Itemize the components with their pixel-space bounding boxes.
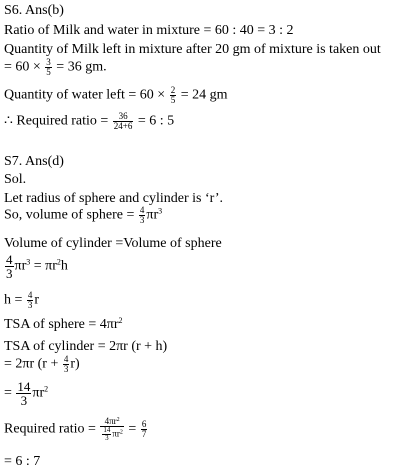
exponent: 3 [26,257,31,267]
s6-milk-left-line: Quantity of Milk left in mixture after 20 gm of mixture is taken out [4,42,381,57]
fraction-denominator: 3 [63,364,69,374]
s7-h-fraction [27,291,34,310]
fraction-denominator: 3 [27,300,33,310]
s6-milk-calc-pre: = 60 × [4,59,41,75]
s7-eq-rhs: = πr [33,258,57,274]
fraction-numerator: 14 [103,426,111,434]
s7-sphere-vol-pre: So, volume of sphere = [4,207,135,223]
s6-milk-calc-post: = 36 gm. [56,59,107,75]
fraction-denominator: 5 [170,95,176,105]
s6-ratio-post: = 6 : 5 [137,113,175,129]
fraction-denominator: 3 [6,266,13,281]
s7-h-pre: h = [4,292,23,308]
fraction-denominator: 5 [46,67,51,77]
s7-ratio-fraction [100,417,124,442]
nested-fraction [102,427,111,442]
exponent: 3 [158,206,163,216]
s7-ratio-eq: = [128,421,137,437]
s7-eq-mid: πr [14,258,27,274]
s7-heading: S7. Ans(d) [4,154,64,169]
fraction-denominator: 3 [20,393,28,408]
s6-water-post: = 24 gm [180,87,228,103]
fraction-numerator: 2 [170,85,176,95]
s7-tsa-cyl-expand-line [4,355,80,374]
s7-sphere-vol-fraction [139,206,146,225]
s7-h-post: r [34,292,40,308]
fraction-numerator: 4 [6,252,13,267]
s6-milk-calc-line [4,58,107,77]
ratio-den-text: πr [112,428,120,439]
fraction-denominator: 3 [105,434,109,442]
s7-sphere-volume-line [4,206,162,225]
s6-ratio-line: Ratio of Milk and water in mixture = 60 : 40 = 3 : 2 [4,23,294,38]
s7-expand-fraction [63,355,70,374]
exponent: 2 [118,316,123,325]
s7-volume-equal-line: Volume of cylinder =Volume of sphere [4,236,222,251]
s6-ratio-fraction [113,112,134,131]
s7-tsa-sphere-line [4,318,123,332]
fraction-denominator: 7 [141,429,147,439]
s6-heading: S6. Ans(b) [4,3,64,18]
s7-required-ratio-line [4,417,148,442]
fraction-numerator: 4 [139,205,145,215]
s6-water-pre: Quantity of water left = 60 × [4,87,166,103]
fraction-denominator: 3 [139,215,145,225]
fraction-numerator: 4 [63,354,69,364]
s7-sol-label: Sol. [4,172,27,187]
s7-eq-post: h [60,258,68,274]
s7-h-line [4,291,39,310]
fraction-numerator: 3 [46,57,51,67]
s6-milk-fraction [45,58,52,77]
s7-tsa-cylinder-line: TSA of cylinder = 2πr (r + h) [4,339,168,354]
s7-final-answer-line: = 6 : 7 [4,454,41,469]
exponent: 2 [44,384,49,394]
s6-water-fraction [170,86,177,105]
s7-result-post: πr [32,385,45,401]
s7-tsa-cyl-result-line [4,380,48,407]
s7-result-pre: = [4,385,12,401]
s7-equation-fraction [5,253,14,280]
s7-ratio-result-fraction [141,420,148,439]
s6-water-left-line [4,86,228,105]
s7-expand-pre: = 2πr (r + [4,356,59,372]
exponent: 2 [56,257,61,267]
s7-equation-line [4,253,68,280]
s7-sphere-vol-post: πr [146,207,159,223]
s7-expand-post: r) [70,356,80,372]
fraction-denominator [100,427,124,442]
exponent: 2 [116,417,120,423]
s7-result-fraction [16,380,31,407]
s6-ratio-pre: ∴ Required ratio = [4,113,109,129]
fraction-denominator: 24+6 [113,121,133,131]
fraction-numerator: 14 [17,379,31,394]
fraction-numerator: 4 [27,290,33,300]
s6-required-ratio-line [4,112,174,131]
s7-radius-line: Let radius of sphere and cylinder is ‘r’. [4,191,223,206]
fraction-numerator: 6 [141,419,147,429]
exponent: 2 [119,429,123,436]
s7-tsa-sphere-text: TSA of sphere = 4πr [4,317,119,332]
fraction-numerator: 36 [113,112,134,122]
s7-ratio-pre: Required ratio = [4,421,96,437]
ratio-num-text: 4πr [104,416,117,426]
